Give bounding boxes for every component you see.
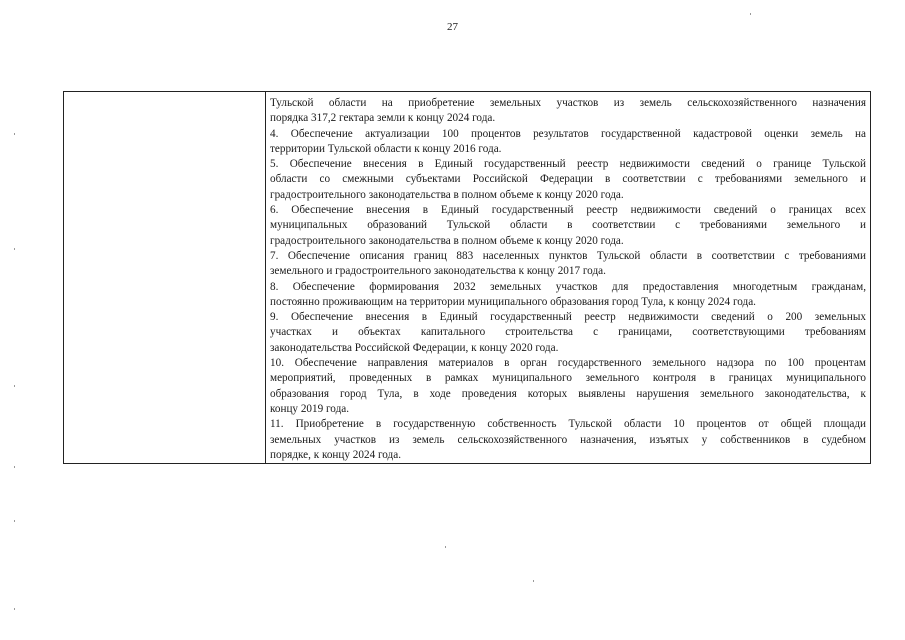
- text-line: земельных участков из земель сельскохозяйственного назначения, изъятых у собственников в судебном: [270, 433, 866, 446]
- text-line: мероприятий, проведенных в рамках муниципального земельного контроля в границах муниципального: [270, 372, 866, 385]
- scan-speck: [533, 580, 534, 582]
- text-line: постоянно проживающим на территории муниципального образования город Тула, к концу 2024 года.: [270, 295, 756, 308]
- table-cell-left: [64, 92, 266, 464]
- indicator-paragraph: [270, 417, 866, 463]
- indicator-paragraph: [270, 96, 866, 127]
- text-line: образования город Тула, в ходе проведения которых выявлены нарушения земельного законодательства, к: [270, 387, 866, 400]
- text-line: 11. Приобретение в государственную собственность Тульской области 10 процентов от общей площади: [270, 418, 866, 431]
- text-line: области со смежными субъектами Российской Федерации в соответствии с требованиями земельного и: [270, 173, 866, 186]
- page-number: 27: [447, 21, 458, 33]
- indicator-paragraph: [270, 157, 866, 203]
- text-line: участках и объектах капитального строительства с границами, соответствующими требованиям: [270, 326, 866, 339]
- text-line: концу 2019 года.: [270, 402, 350, 415]
- text-line: 8. Обеспечение формирования 2032 земельных участков для предоставления многодетным гражданам,: [270, 280, 866, 293]
- indicator-paragraph: [270, 203, 866, 249]
- text-line: 4. Обеспечение актуализации 100 процентов результатов государственной кадастровой оценки земель на: [270, 127, 866, 140]
- scan-speck: [445, 546, 446, 548]
- text-line: территории Тульской области к концу 2016 года.: [270, 142, 502, 155]
- text-line: 10. Обеспечение направления материалов в орган государственного земельного надзора по 100 процентам: [270, 357, 866, 370]
- text-line: Тульской области на приобретение земельных участков из земель сельскохозяйственного назначения: [270, 97, 866, 109]
- text-line: 7. Обеспечение описания границ 883 населенных пунктов Тульской области в соответствии с требованиями: [270, 249, 866, 262]
- text-line: земельного и градостроительного законодательства к концу 2017 года.: [270, 265, 606, 278]
- scan-speck: [14, 608, 15, 610]
- indicator-paragraph: [270, 127, 866, 158]
- text-line: 6. Обеспечение внесения в Единый государственный реестр недвижимости сведений о границах всех: [270, 204, 866, 217]
- indicator-paragraph: [270, 356, 866, 417]
- indicator-paragraph: [270, 249, 866, 280]
- indicators-text: [266, 92, 870, 463]
- text-line: законодательства Российской Федерации, к концу 2020 года.: [270, 341, 559, 354]
- text-line: 9. Обеспечение внесения в Единый государственный реестр недвижимости сведений о 200 земельных: [270, 311, 866, 324]
- text-line: 5. Обеспечение внесения в Единый государственный реестр недвижимости сведений о границе Тульской: [270, 158, 866, 171]
- text-line: градостроительного законодательства в полном объеме к концу 2020 года.: [270, 188, 624, 201]
- scan-speck: [14, 248, 15, 250]
- indicator-paragraph: [270, 310, 866, 356]
- scan-speck: [750, 13, 751, 15]
- table-cell-right: [266, 92, 871, 464]
- text-line: порядке, к концу 2024 года.: [270, 448, 401, 461]
- text-line: порядка 317,2 гектара земли к концу 2024 года.: [270, 112, 496, 125]
- indicator-paragraph: [270, 280, 866, 311]
- text-line: градостроительного законодательства в полном объеме к концу 2020 года.: [270, 234, 624, 247]
- scan-speck: [14, 520, 15, 522]
- scan-speck: [14, 466, 15, 468]
- table-row: [64, 92, 871, 464]
- text-line: муниципальных образований Тульской области в соответствии с требованиями земельного и: [270, 219, 866, 232]
- scan-speck: [14, 385, 15, 387]
- indicators-table: [63, 91, 871, 464]
- scan-speck: [14, 133, 15, 135]
